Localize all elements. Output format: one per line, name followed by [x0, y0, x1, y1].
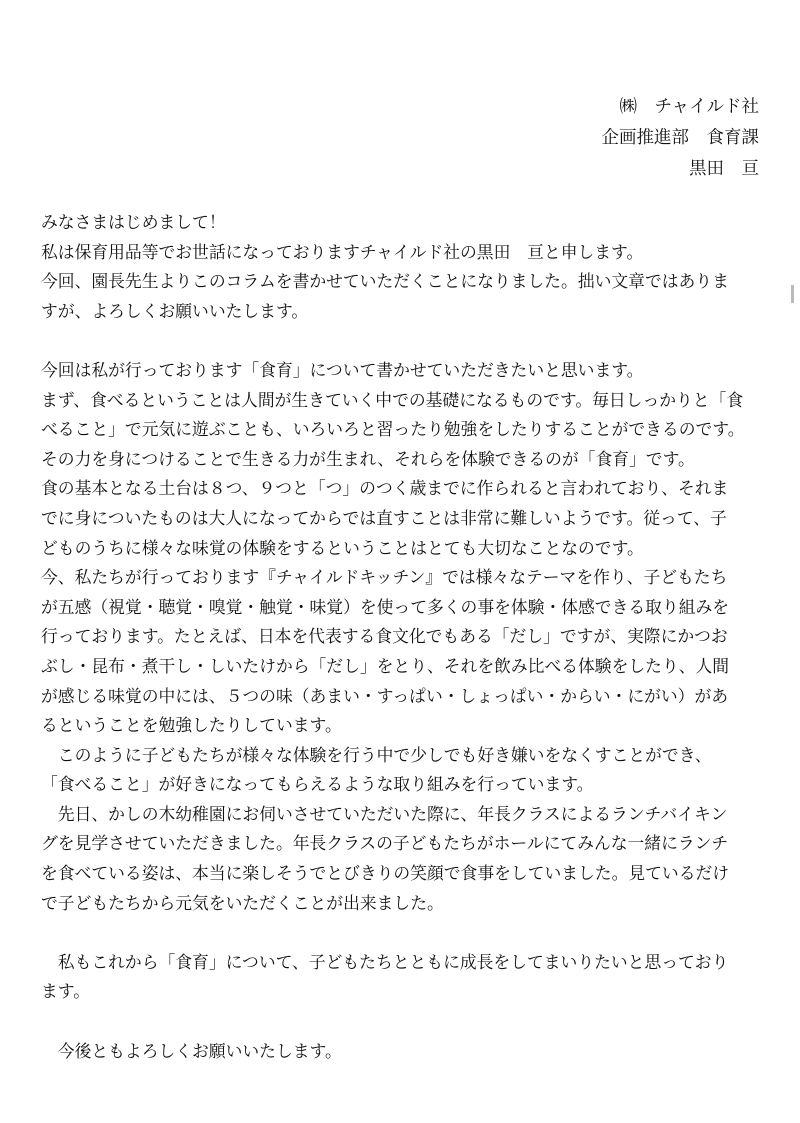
- body-line: すが、よろしくお願いいたします。: [41, 300, 309, 321]
- body-line: が感じる味覚の中には、５つの味（あまい・すっぱい・しょっぱい・からい・にがい）があ: [41, 685, 729, 706]
- company-name: ㈱ チャイルド社: [619, 97, 759, 117]
- body-line: 今回は私が行っております「食育」について書かせていただきたいと思います。: [41, 359, 644, 380]
- author-name: 黒田 亘: [689, 159, 759, 179]
- body-line: 「食べること」が好きになってもらえるような取り組みを行っています。: [41, 774, 594, 795]
- body-line: 私もこれから「食育」について、子どもたちとともに成長をしてまいりたいと思っており: [41, 951, 729, 972]
- body-line: で子どもたちから元気をいただくことが出来ました。: [41, 892, 444, 913]
- body-line: 食の基本となる土台は８つ、９つと「つ」のつく歳までに作られると言われており、それま: [41, 478, 729, 499]
- department-name: 企画推進部 食育課: [601, 128, 759, 148]
- body-line: ぶし・昆布・煮干し・しいたけから「だし」をとり、それを飲み比べる体験をしたり、人間: [41, 655, 730, 676]
- letter-body: [41, 208, 761, 1066]
- body-line: が五感（視覚・聴覚・嗅覚・触覚・味覚）を使って多くの事を体験・体感できる取り組みを: [41, 596, 730, 617]
- body-line: べること」で元気に遊ぶことも、いろいろと習ったり勉強をしたりすることができるのです。: [41, 419, 745, 440]
- body-line: まず、食べるということは人間が生きていく中での基礎になるものです。毎日しっかりと「食: [41, 389, 744, 410]
- body-line: 先日、かしの木幼稚園にお伺いさせていただいた際に、年長クラスによるランチバイキン: [41, 803, 728, 824]
- body-line: を食べている姿は、本当に楽しそうでとびきりの笑顔で食事をしていました。見ているだけ: [41, 863, 730, 884]
- body-line: みなさまはじめまして！: [41, 212, 226, 232]
- body-line: このように子どもたちが様々な体験を行う中で少しでも好き嫌いをなくすことができ、: [41, 744, 712, 765]
- body-line: 行っております。たとえば、日本を代表する食文化でもある「だし」ですが、実際にかつお: [41, 626, 728, 647]
- paragraph-gap: [41, 326, 761, 356]
- paragraph-gap: [41, 918, 761, 948]
- body-line: 今、私たちが行っております『チャイルドキッチン』では様々なテーマを作り、子どもたち: [41, 567, 728, 588]
- body-line: その力を身につけることで生きる力が生まれ、それらを体験できるのが「食育」です。: [41, 448, 695, 469]
- body-line: でに身についたものは大人になってからでは直すことは非常に難しいようです。従って、子: [41, 507, 727, 528]
- body-line: ます。: [41, 981, 91, 1002]
- paragraph-gap: [41, 1007, 761, 1037]
- sender-block: [439, 92, 759, 185]
- body-line: どものうちに様々な味覚の体験をするということはとても大切なことなのです。: [41, 537, 644, 558]
- body-line: グを見学させていただきました。年長クラスの子どもたちがホールにてみんな一緒にランチ: [41, 833, 729, 854]
- body-line: るということを勉強したりしています。: [41, 715, 342, 736]
- body-line: 今後ともよろしくお願いいたします。: [41, 1040, 342, 1061]
- body-line: 私は保育用品等でお世話になっておりますチャイルド社の黒田 亘と申します。: [41, 241, 644, 262]
- body-line: 今回、園長先生よりこのコラムを書かせていただくことになりました。拙い文章ではありま: [41, 271, 729, 292]
- scan-mark: [791, 285, 794, 303]
